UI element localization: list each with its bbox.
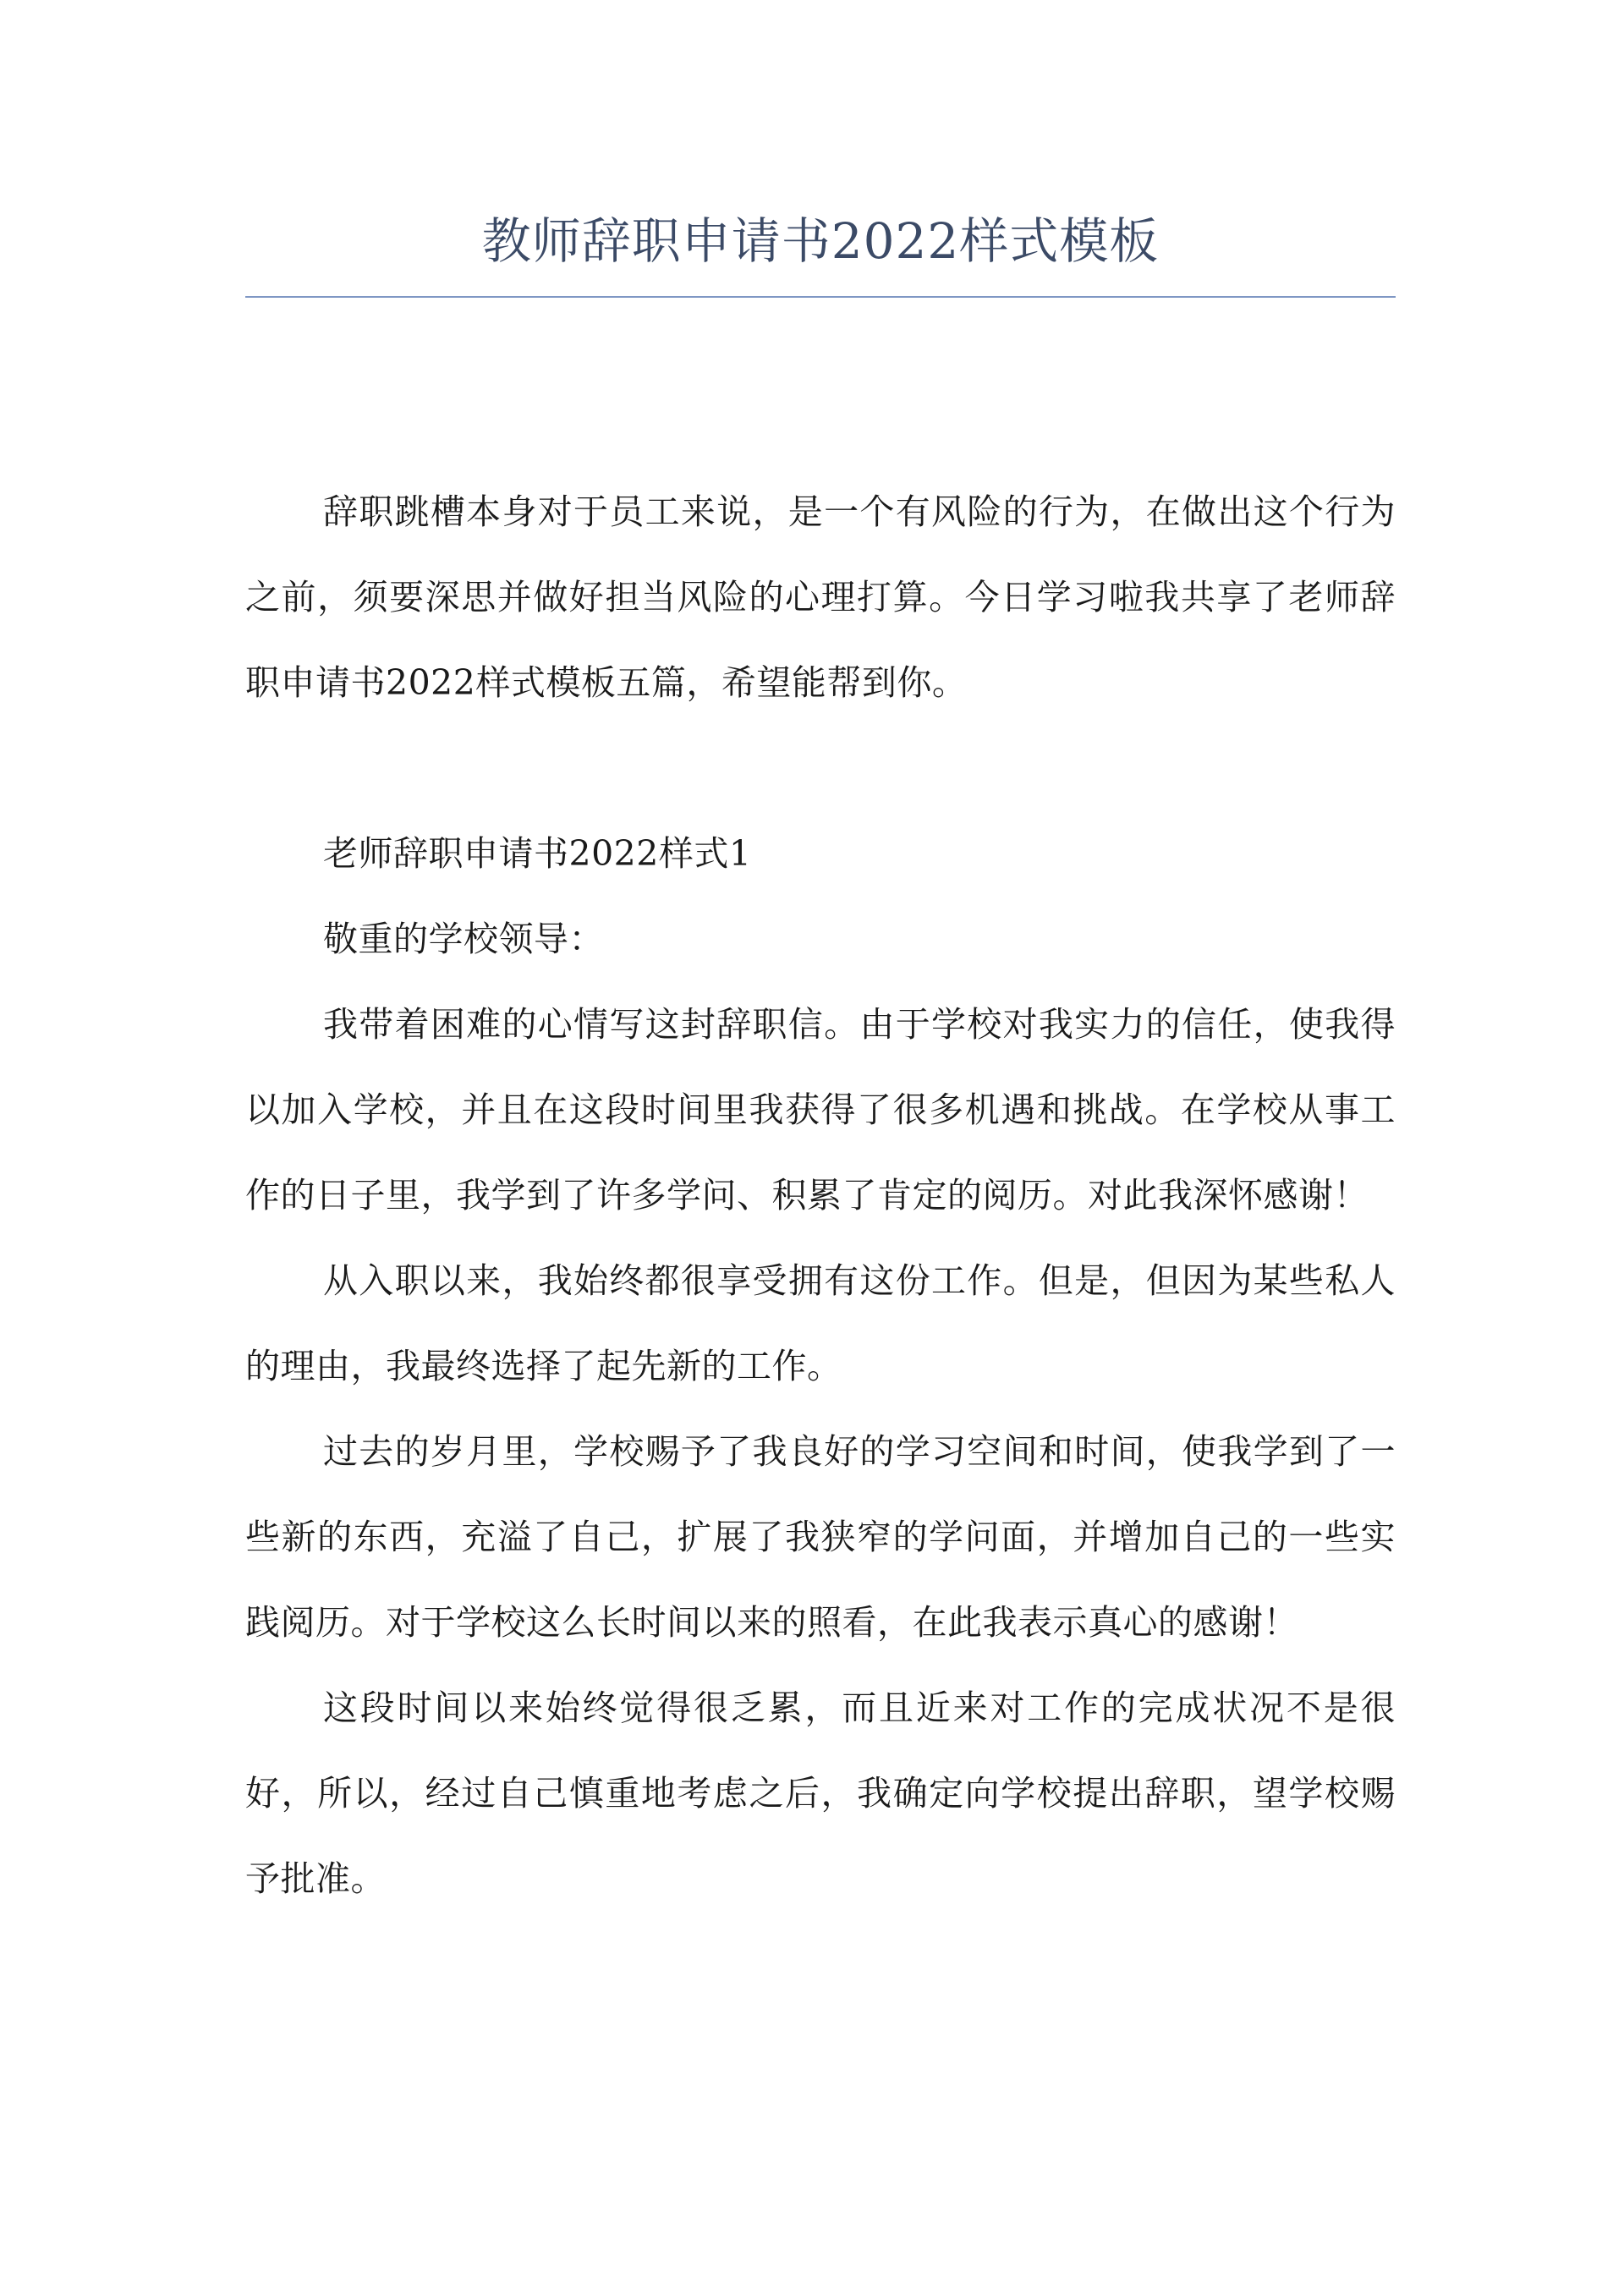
body-paragraph-1: 我带着困难的心情写这封辞职信。由于学校对我实力的信任，使我得以加入学校，并且在这段时间里我获得了很多机遇和挑战。在学校从事工作的日子里，我学到了许多学问、积累了肯定的阅历。对此我深怀感谢！	[245, 1004, 1396, 1216]
title-underline	[245, 296, 1396, 298]
page-title: 教师辞职申请书2022样式模板	[481, 212, 1160, 270]
intro-paragraph: 辞职跳槽本身对于员工来说，是一个有风险的行为，在做出这个行为之前，须要深思并做好担当风险的心理打算。今日学习啦我共享了老师辞职申请书2022样式模板五篇，希望能帮到你。	[245, 491, 1396, 703]
paragraph-spacer	[245, 726, 1396, 811]
body-paragraph-4: 这段时间以来始终觉得很乏累，而且近来对工作的完成状况不是很好，所以，经过自己慎重地考虑之后，我确定向学校提出辞职，望学校赐予批准。	[245, 1688, 1396, 1899]
body-paragraph-2: 从入职以来，我始终都很享受拥有这份工作。但是，但因为某些私人的理由，我最终选择了起先新的工作。	[245, 1260, 1396, 1386]
document-body	[245, 469, 1396, 1922]
body-paragraph-3: 过去的岁月里，学校赐予了我良好的学习空间和时间，使我学到了一些新的东西，充溢了自己，扩展了我狭窄的学问面，并增加自己的一些实践阅历。对于学校这么长时间以来的照看，在此我表示真心的感谢！	[245, 1431, 1396, 1643]
section-heading: 老师辞职申请书2022样式1	[323, 833, 752, 874]
salutation: 敬重的学校领导：	[323, 919, 604, 959]
